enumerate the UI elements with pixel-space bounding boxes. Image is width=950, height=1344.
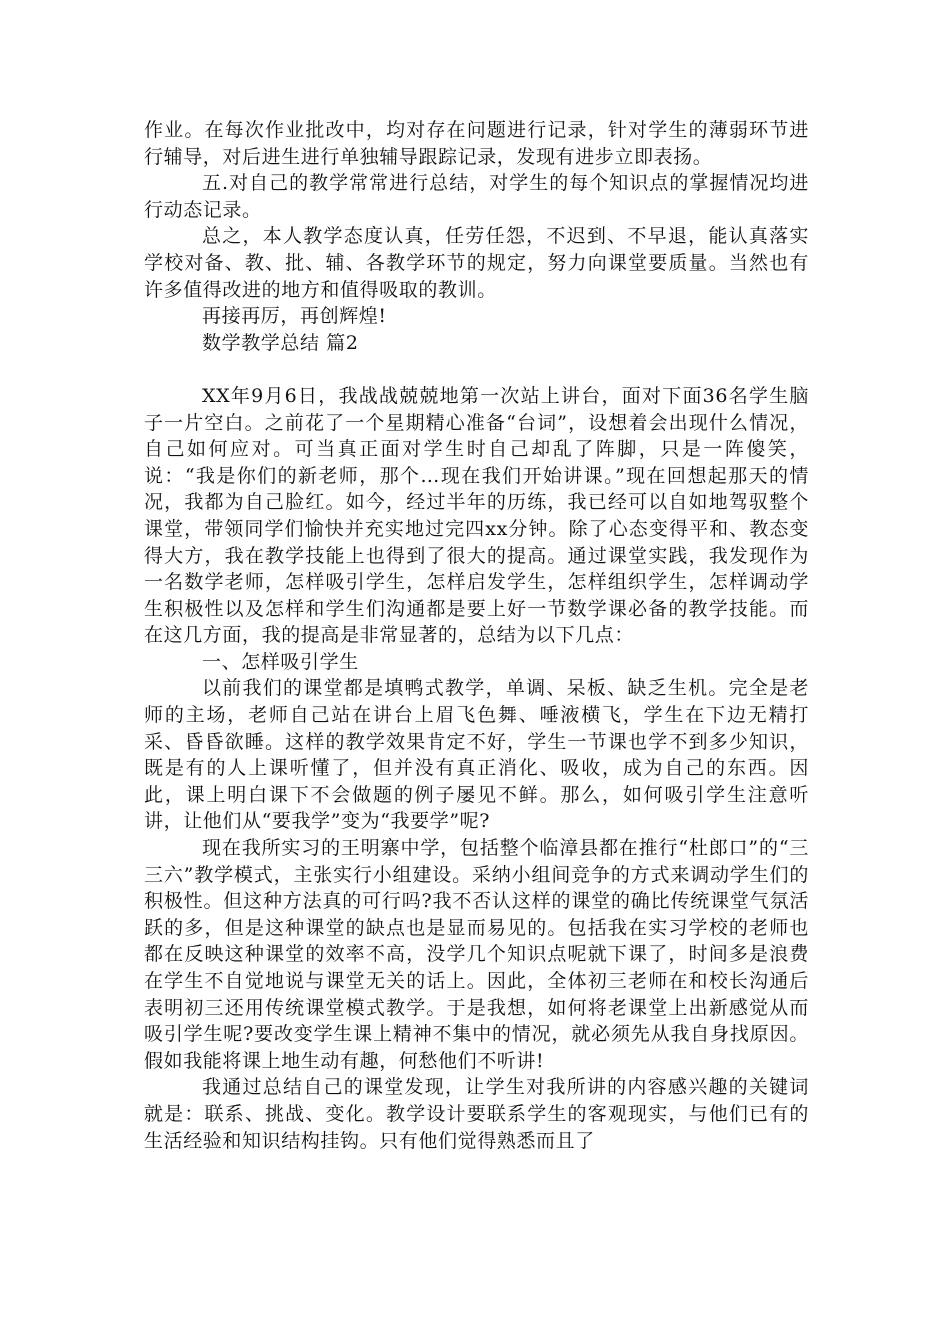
paragraph-teaching-model: 现在我所实习的王明寨中学，包括整个临漳县都在推行“杜郎口”的“三三六”教学模式，主张实行小组建设。采纳小组间竞争的方式来调动学生们的积极性。但这种方法真的可行吗?我不否认这样的课堂的确比传统课堂气氛活跃的多，但是这种课堂的缺点也是显而易见的。包括我在实习学校的老师也都在反映这种课堂的效率不高，没学几个知识点呢就下课了，时间多是浪费在学生不自觉地说与课堂无关的话上。因此，全体初三老师在和校长沟通后表明初三还用传统课堂模式教学。于是我想，如何将老课堂上出新感觉从而吸引学生呢?要改变学生课上精神不集中的情况，就必须先从我自身找原因。假如我能将课上地生动有趣，何愁他们不听讲!: [144, 837, 809, 1072]
paragraph-traditional-teaching: 以前我们的课堂都是填鸭式教学，单调、呆板、缺乏生机。完全是老师的主场，老师自己站在讲台上眉飞色舞、唾液横飞，学生在下边无精打采、昏昏欲睡。这样的教学效果肯定不好，学生一节课也学不到多少知识，既是有的人上课听懂了，但并没有真正消化、吸收，成为自己的东西。因此，课上明白课下不会做题的例子屡见不鲜。那么，如何吸引学生注意听讲，让他们从“要我学”变为“我要学”呢?: [144, 677, 809, 833]
paragraph-conclusion: 总之，本人教学态度认真，任劳任怨，不迟到、不早退，能认真落实学校对备、教、批、辅、各教学环节的规定，努力向课堂要质量。当然也有许多值得改进的地方和值得吸取的教训。: [144, 225, 809, 301]
paragraph-point-five: 五.对自己的教学常常进行总结，对学生的每个知识点的掌握情况均进行动态记录。: [144, 172, 809, 221]
paragraph-first-lesson: XX年9月6日，我战战兢兢地第一次站上讲台，面对下面36名学生脑子一片空白。之前花了一个星期精心准备“台词”，设想着会出现什么情况，自己如何应对。可当真正面对学生时自己却乱了阵脚，只是一阵傻笑，说：“我是你们的新老师，那个…现在我们开始讲课。”现在回想起那天的情况，我都为自己脸红。如今，经过半年的历练，我已经可以自如地驾驭整个课堂，带领同学们愉快并充实地过完四xx分钟。除了心态变得平和、教态变得大方，我在教学技能上也得到了很大的提高。通过课堂实践，我发现作为一名数学老师，怎样吸引学生，怎样启发学生，怎样组织学生，怎样调动学生积极性以及怎样和学生们沟通都是要上好一节数学课必备的教学技能。而在这几方面，我的提高是非常显著的，总结为以下几点：: [144, 384, 809, 647]
subheading-attract-students: 一、怎样吸引学生: [202, 650, 359, 673]
section-title-part2: 数学教学总结 篇2: [202, 331, 359, 354]
paragraph-motto: 再接再厉，再创辉煌!: [202, 305, 387, 328]
document-body: [144, 117, 809, 1154]
paragraph-keywords: 我通过总结自己的课堂发现，让学生对我所讲的内容感兴趣的关键词就是：联系、挑战、变化。教学设计要联系学生的客观现实，与他们已有的生活经验和知识结构挂钩。只有他们觉得熟悉而且了: [144, 1076, 809, 1152]
paragraph-homework: 作业。在每次作业批改中，均对存在问题进行记录，针对学生的薄弱环节进行辅导，对后进生进行单独辅导跟踪记录，发现有进步立即表扬。: [144, 119, 809, 168]
